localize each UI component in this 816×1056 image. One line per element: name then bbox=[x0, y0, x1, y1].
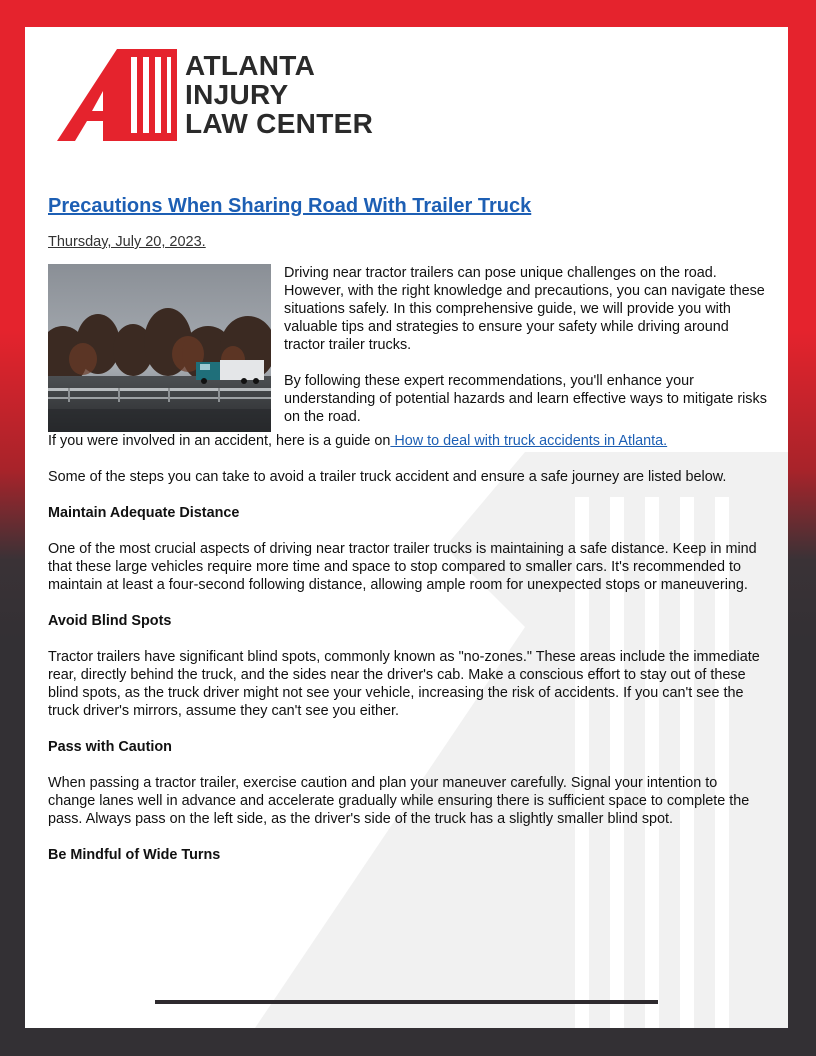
section-text-distance: One of the most crucial aspects of driving near tractor trailer trucks is maintaining a safe distance. Keep in mind that these large vehicles require more time and space to stop compared to smaller cars. It's recommended to maintain at least a four-second following distance, allowing ample room for unexpected stops or maneuvering. bbox=[48, 541, 757, 593]
section-heading-wide-turns: Be Mindful of Wide Turns bbox=[48, 847, 221, 863]
document-page bbox=[25, 27, 788, 1028]
section-heading-blind-spots: Avoid Blind Spots bbox=[48, 613, 172, 629]
article-title[interactable]: Precautions When Sharing Road With Trailer Truck bbox=[48, 195, 532, 217]
truck-accidents-guide-link[interactable]: How to deal with truck accidents in Atlanta. bbox=[390, 433, 668, 449]
section-text-blind-spots: Tractor trailers have significant blind spots, commonly known as "no-zones." These areas include the immediate rear, directly behind the truck, and the sides near the driver's cab. Make a conscious effort to stay out of these blind spots, as the truck driver might not see your vehicle, increasing the risk of accidents. If you can't see the truck driver's mirrors, assume they can't see you either. bbox=[48, 649, 760, 719]
section-heading-pass: Pass with Caution bbox=[48, 739, 172, 755]
intro-paragraph-1: Driving near tractor trailers can pose unique challenges on the road. However, with the right knowledge and precautions, you can navigate these situations safely. In this comprehensive guide, we will provide you with valuable tips and strategies to ensure your safety while driving around tractor trailer trucks. bbox=[284, 265, 765, 353]
steps-intro: Some of the steps you can take to avoid a trailer truck accident and ensure a safe journey are listed below. bbox=[48, 469, 727, 485]
logo-line-law-center: LAW CENTER bbox=[185, 108, 374, 139]
truck-highway-photo bbox=[48, 264, 271, 432]
atlanta-injury-logo-mark bbox=[57, 49, 179, 143]
intro-paragraph-2: By following these expert recommendations, you'll enhance your understanding of potential hazards and learn effective ways to mitigate risks on the road. bbox=[284, 373, 767, 425]
guide-prefix: If you were involved in an accident, here is a guide on bbox=[48, 433, 391, 449]
section-heading-distance: Maintain Adequate Distance bbox=[48, 505, 240, 521]
footer-divider bbox=[155, 1000, 658, 1004]
article bbox=[48, 193, 768, 882]
article-date[interactable]: Thursday, July 20, 2023. bbox=[48, 234, 206, 250]
logo-line-injury: INJURY bbox=[185, 79, 289, 110]
intro-text bbox=[284, 264, 768, 444]
logo-wordmark bbox=[185, 52, 373, 139]
section-text-pass: When passing a tractor trailer, exercise caution and plan your maneuver carefully. Signal your intention to change lanes well in advance and accelerate gradually while ensuring there is sufficient space to complete the pass. Always pass on the left side, as the driver's side of the truck has a slightly smaller blind spot. bbox=[48, 775, 750, 827]
intro-section bbox=[48, 264, 768, 432]
logo-line-atlanta: ATLANTA bbox=[185, 50, 316, 81]
